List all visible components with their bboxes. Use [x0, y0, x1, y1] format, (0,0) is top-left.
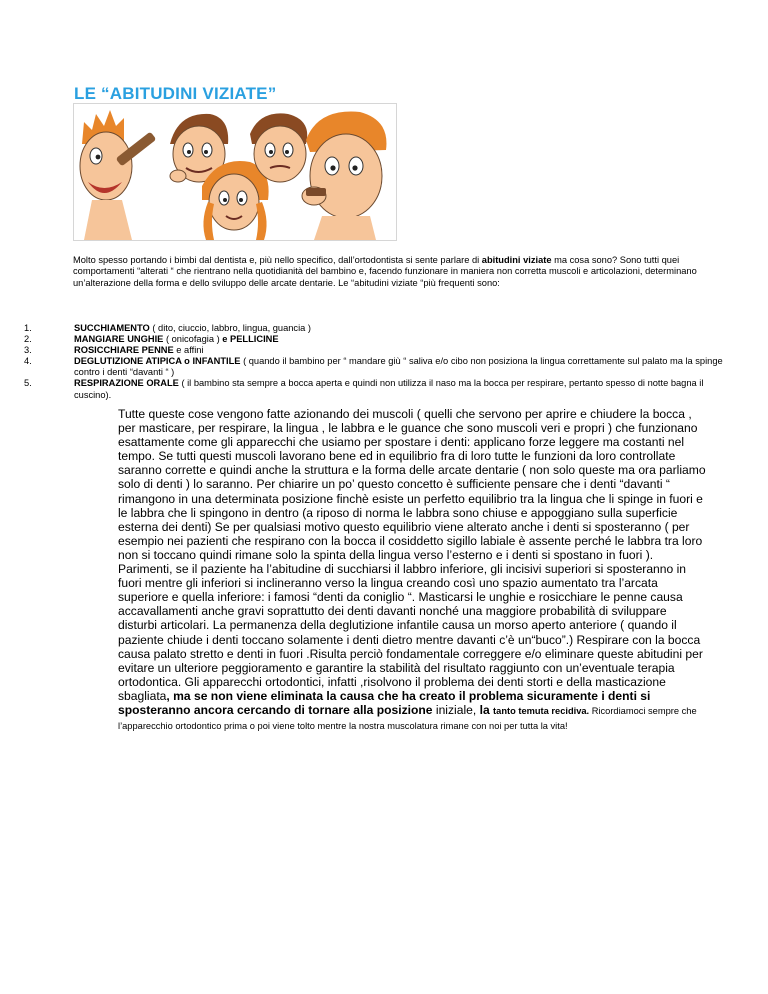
habit-number: 5. — [24, 378, 32, 389]
habit-description: ( onicofagia ) — [163, 334, 223, 345]
explanation-text: Tutte queste cose vengono fatte azionando dei muscoli ( quelli che servono per aprire e chiudere la bocca , per masticare, per respirare, la lingua , le labbra e le guance che sono muscoli veri e propri ) che funzionano esattamente come gli apparecchi che usiamo per spostare i denti: applicano forze leggere ma costanti nel tempo. Se tutti questi muscoli lavorano bene ed in equilibrio fra di loro tutte le funzioni da loro controllate saranno corrette e quindi anche la struttura e la forma delle arcate dentarie ( non solo queste ma ora parliamo solo di denti ) lo saranno. Per chiarire un po’ questo concetto è sufficiente pensare che i denti “davanti “ rimangono in una determinata posizione finchè esiste un perfetto equilibrio tra la lingua che li spinge in fuori e le labbra che li spingono in dentro (a riposo di norma le labbra sono chiuse e appoggiano sulla superficie esterna dei denti) Se per qualsiasi motivo questo equilibrio viene alterato anche i denti si sposteranno ( per esempio nei pazienti che respirano con la bocca il cosiddetto sigillo labiale è assente perché le labbra tra loro non si toccano quindi rimane solo la spinta della lingua verso l’esterno e i denti si spostano in fuori ). Parimenti, se il paziente ha l’abitudine di succhiarsi il labbro inferiore, gli incisivi superiori si sposteranno in fuori mentre gli inferiori si inclineranno verso la lingua creando così uno spazio aumentato tra l’arcata superiore e quella inferiore: i famosi “denti da coniglio “. Masticarsi le unghie e rosicchiare le penne causa accavallamenti anche gravi soprattutto dei denti davanti nonché una maggiore probabilità di sviluppare disturbi articolari. La permanenza della deglutizione infantile causa un morso aperto anteriore ( quando il paziente chiude i denti toccano solamente i denti dietro mentre davanti c’è un“buco”.) Respirare con la bocca causa palato stretto e denti in fuori .Risulta perciò fondamentale correggere e/o eliminare queste abitudini per evitare un ulteriore peggioramento e garantire la stabilità del risultato raggiunto con un’eventuale terapia ortodontica. Gli apparecchi ortodontici, infatti ,risolvono il problema dei denti storti e della masticazione sbagliata — [118, 407, 706, 703]
habits-list — [24, 323, 724, 401]
children-cartoon-image — [74, 104, 396, 240]
habit-description: e affini — [173, 345, 204, 356]
intro-bold-term: abitudini viziate — [481, 255, 552, 265]
habit-name: RESPIRAZIONE ORALE — [74, 378, 179, 389]
habit-number: 4. — [24, 356, 32, 367]
intro-paragraph — [73, 255, 713, 289]
habit-name: ROSICCHIARE PENNE — [74, 345, 174, 356]
habits-illustration — [73, 103, 397, 241]
intro-text-part2: ma cosa sono? Sono tutti quei comportamenti “alterati “ che rientrano nella quotidianità del bambino e, facendo funzionare in maniera non corretta muscoli e articolazioni, determinano un’alterazione della forma e dello sviluppo delle arcate dentarie. Le “abitudini viziate “più frequenti sono: — [73, 255, 697, 288]
explanation-text-iniziale: iniziale, — [432, 702, 480, 717]
habit-item-4 — [24, 356, 724, 378]
explanation-bold-warning: ma se non viene eliminata la causa che ha creato il problema sicuramente i denti si sposteranno ancora cercando di tornare alla posizione — [118, 688, 651, 717]
explanation-bold-recidiva: tanto temuta recidiva. — [493, 705, 590, 716]
habit-item-3 — [24, 345, 724, 356]
explanation-bold-comma: , — [166, 688, 170, 703]
habit-name: MANGIARE UNGHIE — [74, 334, 164, 345]
explanation-closing-note: Ricordiamoci sempre che l’apparecchio ortodontico prima o poi viene tolto mentre la nostra muscolatura rimane con noi per tutta la vita! — [118, 705, 697, 732]
page-title: LE “ABITUDINI VIZIATE” — [74, 84, 277, 103]
habit-description: ( dito, ciuccio, labbro, lingua, guancia ) — [149, 323, 311, 333]
habit-description: ( quando il bambino per “ mandare giù “ saliva e/o cibo non posiziona la lingua correttamente sul palato ma la spinge contro i denti “davanti “ ) — [74, 356, 723, 378]
habit-item-2 — [24, 334, 724, 345]
habit-description: ( il bambino sta sempre a bocca aperta e quindi non utilizza il naso ma la bocca per respirare, pertanto spesso di notte bagna il cuscino). — [74, 378, 704, 400]
habit-name: DEGLUTIZIONE ATIPICA o INFANTILE — [74, 356, 241, 367]
habit-number: 2. — [24, 334, 32, 345]
habit-name-extra: e PELLICINE — [222, 334, 279, 345]
explanation-paragraph — [118, 407, 708, 733]
girl-with-braids-figure — [202, 161, 269, 240]
habit-item-5 — [24, 378, 724, 400]
intro-text-part1: Molto spesso portando i bimbi dal dentista e, più nello specifico, dall’ortodontista si sente parlare di — [73, 255, 482, 265]
habit-number: 3. — [24, 345, 32, 356]
habit-number: 1. — [24, 323, 32, 333]
explanation-bold-la: la — [479, 702, 494, 717]
habit-item-1 — [24, 323, 724, 334]
habit-name: SUCCHIAMENTO — [74, 323, 150, 333]
